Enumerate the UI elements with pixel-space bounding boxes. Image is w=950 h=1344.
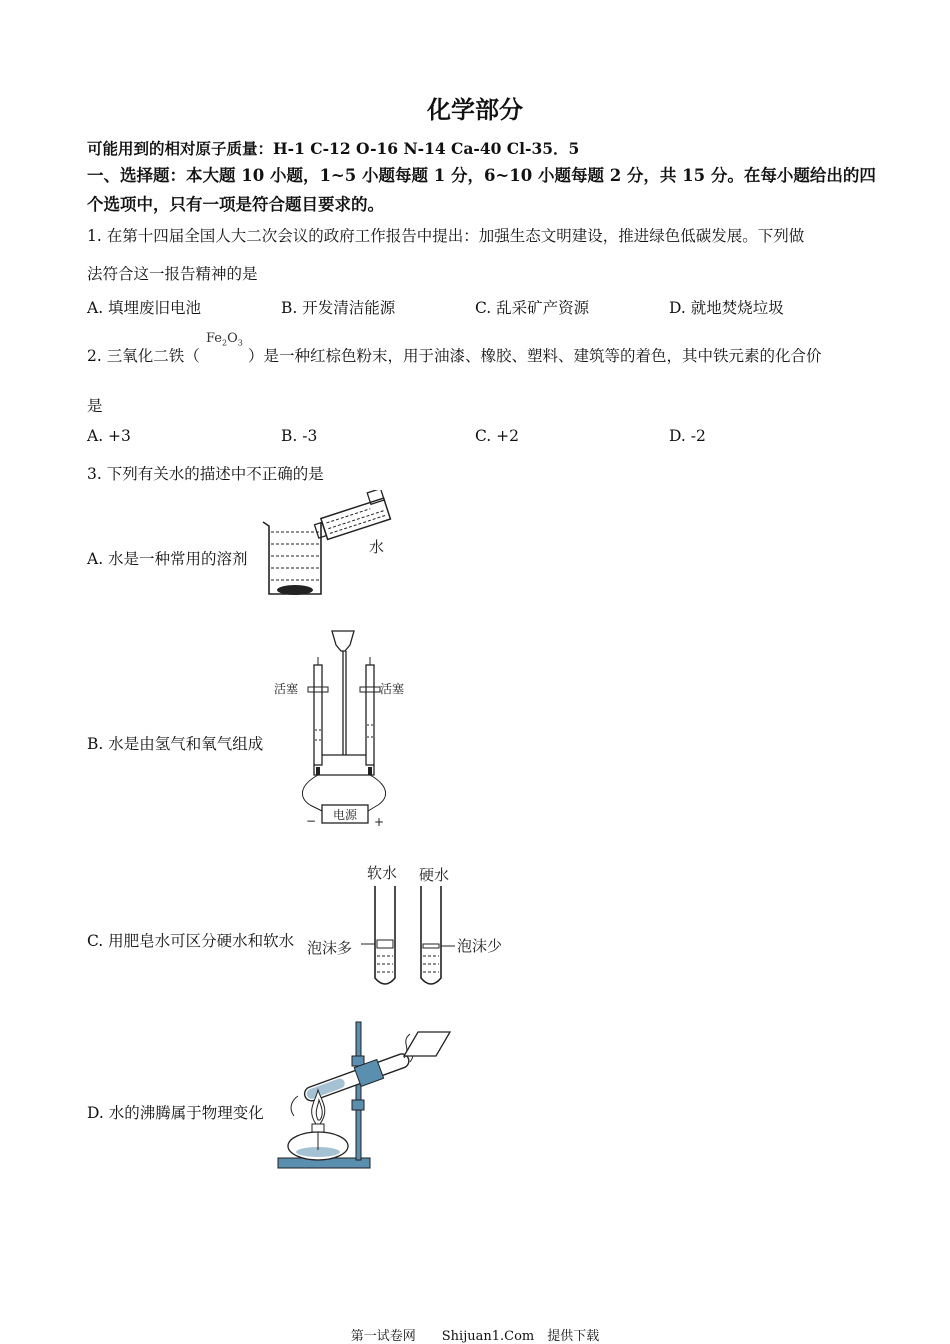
label-soft-water: 软水 (367, 864, 398, 882)
label-more-foam: 泡沫多 (307, 939, 353, 957)
label-water: 水 (369, 538, 385, 556)
label-power: 电源 (332, 808, 358, 822)
atomic-masses: 可能用到的相对原子质量：H-1 C-12 O-16 N-14 Ca-40 Cl-35．5 (87, 139, 580, 158)
label-stopcock-left: 活塞 (274, 682, 299, 696)
q2-option-c: C. +2 (475, 427, 520, 445)
q2-option-d: D. -2 (669, 427, 706, 445)
figure-a-dissolving (255, 490, 405, 600)
q2-option-a: A. +3 (87, 427, 131, 445)
label-less-foam: 泡沫少 (457, 937, 503, 955)
q2-stem-part2: ）是一种红棕色粉末，用于油漆、橡胶、塑料、建筑等的着色，其中铁元素的化合价 (248, 347, 822, 365)
label-plus: + (374, 815, 385, 829)
q1-stem-line1: 1. 在第十四届全国人大二次会议的政府工作报告中提出：加强生态文明建设，推进绿色低碳发展。下列做 (87, 227, 805, 245)
formula-element-o: O (227, 331, 238, 346)
q2-formula (206, 331, 243, 348)
figure-d-boiling (272, 1018, 457, 1176)
page-footer: 第一试卷网 Shijuan1.Com 提供下载 (350, 1329, 600, 1344)
figure-c-soap-test (305, 858, 525, 993)
section1-header: 一、选择题：本大题 10 小题，1~5 小题每题 1 分，6~10 小题每题 2 分，共 15 分。在每小题给出的四个选项中，只有一项是符合题目要求的。 (87, 166, 876, 214)
q3-option-b: B. 水是由氢气和氧气组成 (87, 735, 264, 753)
q1-option-b: B. 开发清洁能源 (281, 299, 396, 317)
formula-element-fe: Fe (206, 331, 223, 346)
q3-option-c: C. 用肥皂水可区分硬水和软水 (87, 932, 295, 950)
q2-stem-part1: 2. 三氧化二铁（ (87, 347, 200, 365)
q3-option-d: D. 水的沸腾属于物理变化 (87, 1104, 264, 1122)
formula-subscript-2: 2 (222, 338, 228, 348)
q1-option-c: C. 乱采矿产资源 (475, 299, 590, 317)
q1-option-d: D. 就地焚烧垃圾 (669, 299, 784, 317)
q1-option-a: A. 填埋废旧电池 (87, 299, 202, 317)
label-hard-water: 硬水 (419, 866, 450, 884)
label-minus: − (306, 814, 317, 828)
formula-subscript-3: 3 (237, 338, 243, 348)
label-stopcock-right: 活塞 (380, 682, 405, 696)
figure-b-electrolysis (270, 625, 420, 830)
q1-stem-line2: 法符合这一报告精神的是 (87, 265, 258, 283)
q2-stem-line2: 是 (87, 397, 103, 415)
page-title: 化学部分 (427, 95, 523, 124)
q3-option-a: A. 水是一种常用的溶剂 (87, 550, 248, 568)
q2-option-b: B. -3 (281, 427, 318, 445)
q3-stem: 3. 下列有关水的描述中不正确的是 (87, 465, 324, 483)
